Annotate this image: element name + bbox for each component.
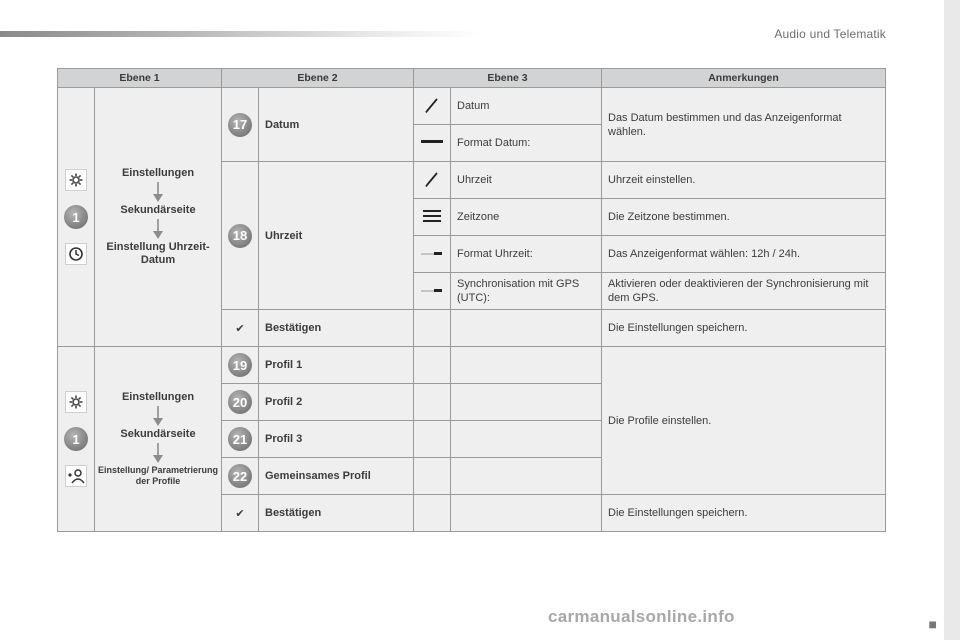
level-badge: 1 (64, 205, 88, 229)
group1-icons (58, 88, 95, 347)
step-badge-20: 20 (228, 390, 252, 414)
clock-icon (65, 243, 87, 265)
step-badge-18: 18 (228, 224, 252, 248)
table-header-row (58, 69, 886, 88)
arrow-down-icon (153, 182, 163, 202)
submenu-zeitzone: Zeitzone (451, 199, 602, 236)
dash-icon (420, 249, 444, 257)
remark-format-uhrzeit: Das Anzeigenformat wählen: 12h / 24h. (602, 236, 886, 273)
group2-path (95, 347, 222, 532)
path-step: Sekundärseite (120, 204, 196, 216)
submenu-uhrzeit: Uhrzeit (451, 162, 602, 199)
step-badge-22: 22 (228, 464, 252, 488)
path-step: Einstellungen (121, 167, 195, 179)
dash-icon (420, 286, 444, 294)
menu-item-datum: Datum (259, 88, 414, 162)
remark-sync-gps: Aktivieren oder deaktivieren der Synchronisierung mit dem GPS. (602, 273, 886, 310)
gear-icon (65, 169, 87, 191)
table-row (58, 347, 886, 384)
top-decor-bar (0, 31, 480, 37)
arrow-down-icon (153, 219, 163, 239)
menu-item-bestaetigen: Bestätigen (259, 310, 414, 347)
group2-icons (58, 347, 95, 532)
pen-icon (425, 97, 439, 113)
arrow-down-icon (153, 406, 163, 426)
header-ebene1: Ebene 1 (58, 69, 222, 88)
path-step: Einstellung Uhrzeit-Datum (106, 241, 210, 266)
table-row (58, 88, 886, 125)
arrow-down-icon (153, 443, 163, 463)
level-badge: 1 (64, 427, 88, 451)
settings-table (57, 68, 886, 532)
remark-uhrzeit: Uhrzeit einstellen. (602, 162, 886, 199)
check-icon: ✔ (222, 310, 259, 347)
menu-item-profil3: Profil 3 (259, 421, 414, 458)
profile-icon (65, 465, 87, 487)
submenu-format-datum: Format Datum: (451, 125, 602, 162)
check-icon: ✔ (222, 495, 259, 532)
menu-item-profil2: Profil 2 (259, 384, 414, 421)
path-step: Einstellungen (121, 391, 195, 403)
remark-datum: Das Datum bestimmen und das Anzeigenformat wählen. (602, 88, 886, 162)
submenu-format-uhrzeit: Format Uhrzeit: (451, 236, 602, 273)
side-strip (944, 0, 960, 640)
format-bar-icon (420, 138, 444, 146)
remark-bestaetigen: Die Einstellungen speichern. (602, 495, 886, 532)
submenu-sync-gps: Synchronisation mit GPS (UTC): (451, 273, 602, 310)
menu-item-bestaetigen: Bestätigen (259, 495, 414, 532)
path-step: Einstellung/ Parametrierung der Profile (97, 465, 219, 486)
header-ebene3: Ebene 3 (414, 69, 602, 88)
pen-icon (425, 171, 439, 187)
remark-profile: Die Profile einstellen. (602, 347, 886, 495)
menu-item-uhrzeit: Uhrzeit (259, 162, 414, 310)
watermark: carmanualsonline.info (548, 607, 735, 626)
header-anmerkungen: Anmerkungen (602, 69, 886, 88)
group1-path (95, 88, 222, 347)
menu-item-profil1: Profil 1 (259, 347, 414, 384)
step-badge-19: 19 (228, 353, 252, 377)
remark-bestaetigen: Die Einstellungen speichern. (602, 310, 886, 347)
header-ebene2: Ebene 2 (222, 69, 414, 88)
gear-icon (65, 391, 87, 413)
step-badge-17: 17 (228, 113, 252, 137)
page-number: ■ (928, 616, 938, 632)
list-icon (422, 208, 442, 224)
path-step: Sekundärseite (120, 428, 196, 440)
submenu-datum: Datum (451, 88, 602, 125)
section-title: Audio und Telematik (774, 27, 886, 41)
remark-zeitzone: Die Zeitzone bestimmen. (602, 199, 886, 236)
menu-item-gemeinsames-profil: Gemeinsames Profil (259, 458, 414, 495)
step-badge-21: 21 (228, 427, 252, 451)
